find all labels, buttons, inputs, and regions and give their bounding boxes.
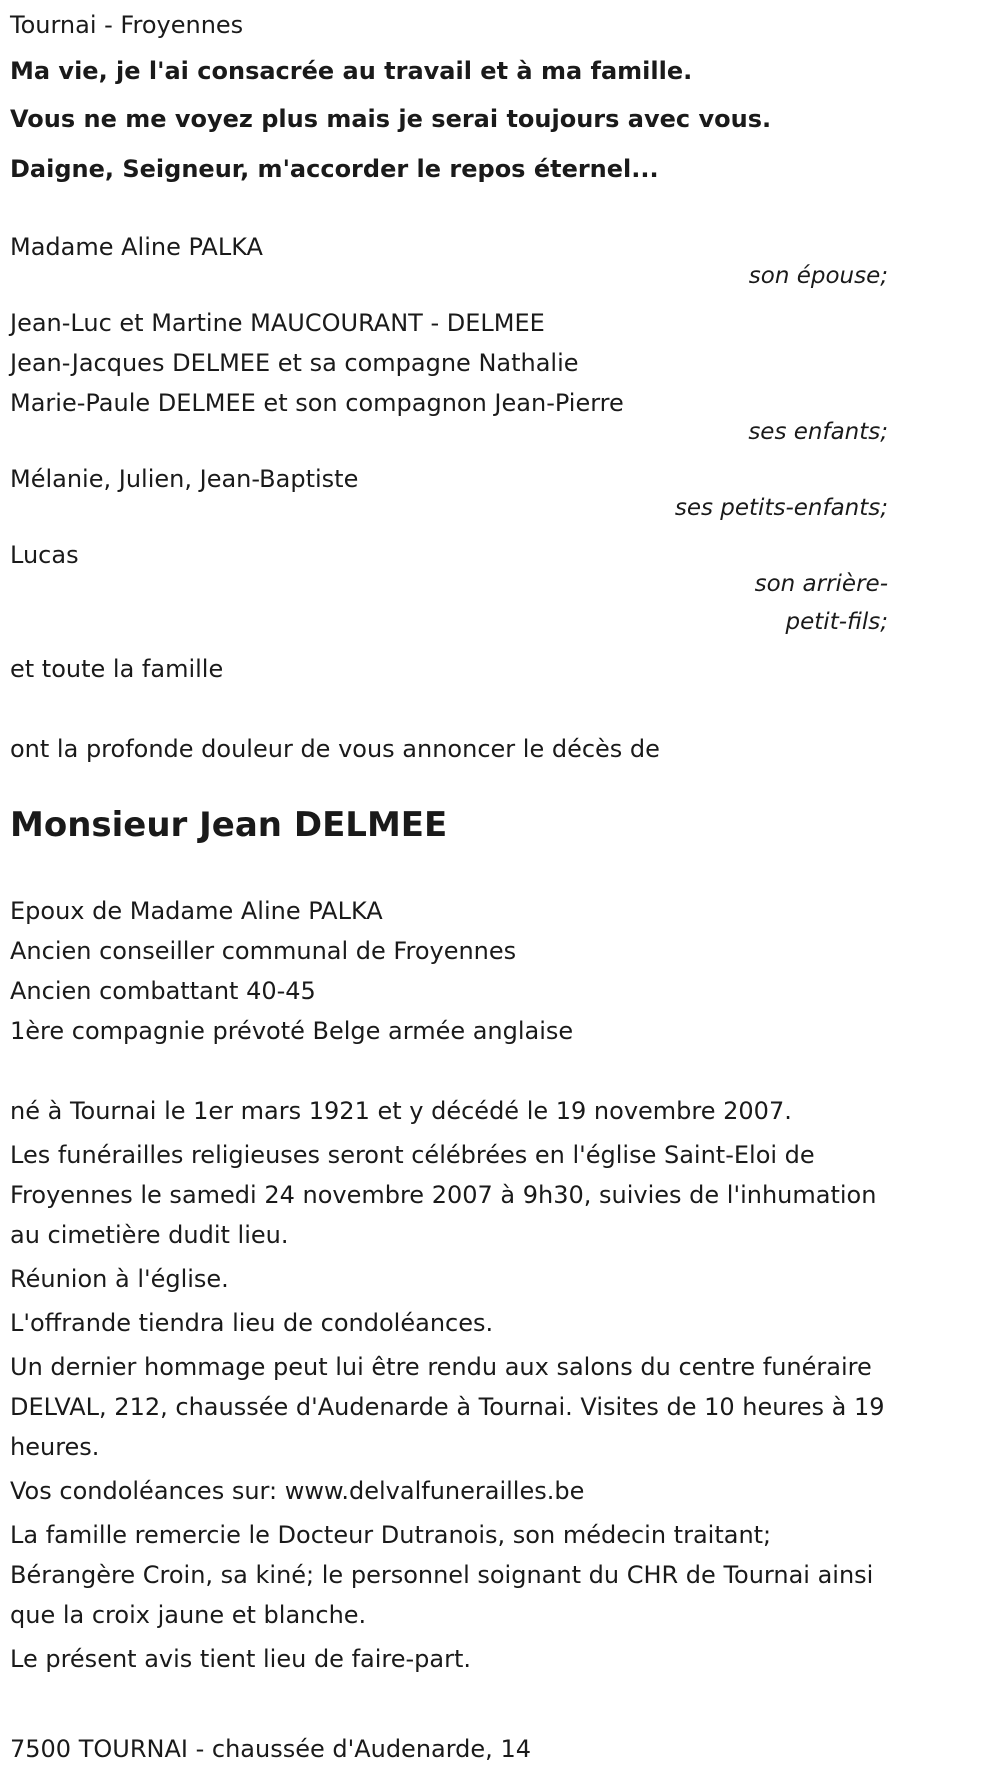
quote-line: Ma vie, je l'ai consacrée au travail et à ma famille. xyxy=(10,57,693,85)
child-line: Jean-Luc et Martine MAUCOURANT - DELMEE xyxy=(10,309,545,337)
great-grandchild-role: petit-fils; xyxy=(785,609,888,635)
family-rest: et toute la famille xyxy=(10,655,224,683)
thanks-paragraph: La famille remercie le Docteur Dutranois, son médecin traitant; Bérangère Croin, sa kiné; le personnel soignant du CHR de Tournai ainsi que la croix jaune et blanche. xyxy=(10,1521,874,1629)
footer-address: 7500 TOURNAI - chaussée d'Audenarde, 14 xyxy=(10,1735,531,1763)
announcement-line: ont la profonde douleur de vous annoncer le décès de xyxy=(10,735,660,763)
spouse-name: Madame Aline PALKA xyxy=(10,233,263,261)
great-grandchild-role: son arrière- xyxy=(754,571,888,597)
deceased-detail: Ancien conseiller communal de Froyennes xyxy=(10,937,517,965)
offering-line: L'offrande tiendra lieu de condoléances. xyxy=(10,1309,494,1337)
child-line: Jean-Jacques DELMEE et sa compagne Nathalie xyxy=(10,349,579,377)
quote-line: Vous ne me voyez plus mais je serai toujours avec vous. xyxy=(10,105,772,133)
deceased-name: Monsieur Jean DELMEE xyxy=(10,805,448,845)
children-role: ses enfants; xyxy=(748,419,888,445)
meeting-line: Réunion à l'église. xyxy=(10,1265,229,1293)
quote-line: Daigne, Seigneur, m'accorder le repos éternel... xyxy=(10,155,659,183)
deceased-detail: 1ère compagnie prévoté Belge armée anglaise xyxy=(10,1017,574,1045)
funeral-paragraph: Les funérailles religieuses seront célébrées en l'église Saint-Eloi de Froyennes le samedi 24 novembre 2007 à 9h30, suivies de l'inhumation au cimetière dudit lieu. xyxy=(10,1141,877,1249)
deceased-detail: Ancien combattant 40-45 xyxy=(10,977,316,1005)
condolences-line: Vos condoléances sur: www.delvalfunerailles.be xyxy=(10,1477,585,1505)
notice-line: Le présent avis tient lieu de faire-part. xyxy=(10,1645,472,1673)
great-grandchild-name: Lucas xyxy=(10,541,79,569)
tribute-paragraph: Un dernier hommage peut lui être rendu aux salons du centre funéraire DELVAL, 212, chaussée d'Audenarde à Tournai. Visites de 10 heures à 19 heures. xyxy=(10,1353,885,1461)
grandchildren-names: Mélanie, Julien, Jean-Baptiste xyxy=(10,465,359,493)
child-line: Marie-Paule DELMEE et son compagnon Jean-Pierre xyxy=(10,389,624,417)
obituary-page xyxy=(0,5,990,1769)
grandchildren-role: ses petits-enfants; xyxy=(674,495,888,521)
deceased-detail: Epoux de Madame Aline PALKA xyxy=(10,897,383,925)
birth-death-line: né à Tournai le 1er mars 1921 et y décédé le 19 novembre 2007. xyxy=(10,1097,792,1125)
location-line: Tournai - Froyennes xyxy=(10,11,244,39)
spouse-role: son épouse; xyxy=(748,263,888,289)
